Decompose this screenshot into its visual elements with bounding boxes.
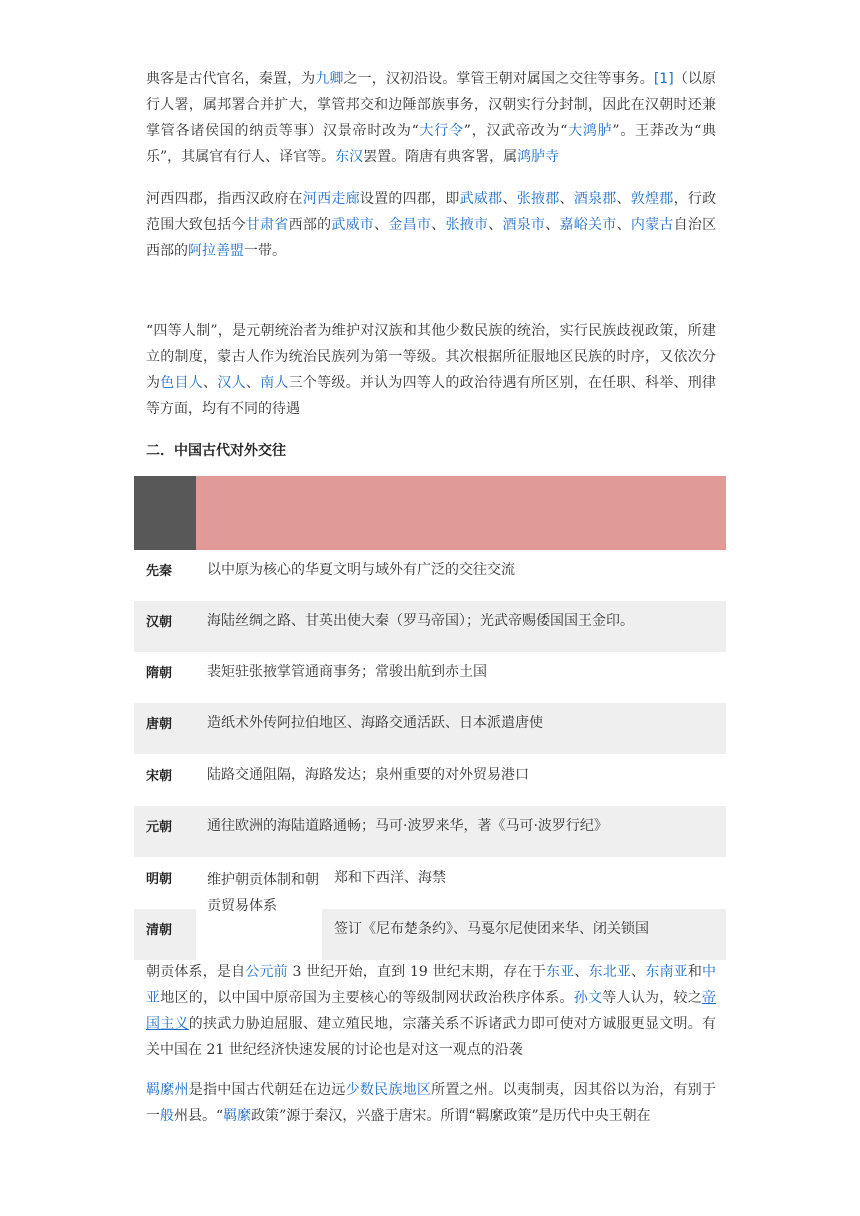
text-run: 河西四郡，指西汉政府在 bbox=[146, 191, 303, 207]
table-header bbox=[134, 476, 726, 550]
hyperlink[interactable]: 金昌市 bbox=[388, 217, 432, 233]
hyperlink[interactable]: 鸿胪寺 bbox=[517, 149, 560, 165]
text-run: 、 bbox=[631, 964, 646, 980]
era-label: 先秦 bbox=[146, 564, 173, 579]
era-description: 造纸术外传阿拉伯地区、海路交通活跃、日本派遣唐使 bbox=[207, 715, 543, 731]
table-row bbox=[134, 703, 726, 754]
text-run: 、 bbox=[374, 217, 389, 233]
text-run: 、 bbox=[431, 217, 446, 233]
era-label: 唐朝 bbox=[146, 717, 173, 732]
era-description: 郑和下西洋、海禁 bbox=[334, 870, 446, 886]
hyperlink[interactable]: 嘉峪关市 bbox=[559, 217, 617, 233]
text-run: 3 世纪开始，直到 19 世纪末期，存在于 bbox=[287, 964, 546, 980]
text-run: 、 bbox=[545, 217, 560, 233]
hyperlink[interactable]: 阿拉善盟 bbox=[188, 243, 244, 259]
text-run: 、 bbox=[203, 375, 218, 391]
era-description: 以中原为核心的华夏文明与域外有广泛的交往交流 bbox=[207, 562, 515, 578]
hyperlink[interactable]: 张掖郡 bbox=[516, 191, 560, 207]
hyperlink[interactable]: 孙文 bbox=[573, 990, 603, 1006]
hyperlink[interactable]: 甘肃省 bbox=[245, 217, 289, 233]
text-run: 等人认为，较之 bbox=[602, 990, 703, 1006]
era-description: 通往欧洲的海陆道路通畅；马可·波罗来华，著《马可·波罗行纪》 bbox=[207, 818, 608, 834]
text-run: 、 bbox=[559, 191, 574, 207]
text-run: ”。王莽改为“典乐”，其属官有行人、译官等。 bbox=[146, 123, 717, 165]
ming-qing-shared-cell bbox=[196, 858, 322, 960]
text-run: 三个等级。并认为四等人的政治待遇有所区别，在任职、科举、刑律等方面，均有不同的待遇 bbox=[146, 375, 717, 417]
hyperlink[interactable]: 东汉 bbox=[335, 149, 364, 165]
hyperlink[interactable]: 内蒙古 bbox=[630, 217, 674, 233]
hyperlink[interactable]: 公元前 bbox=[245, 964, 288, 980]
hyperlink[interactable]: 武威市 bbox=[331, 217, 375, 233]
hyperlink[interactable]: 九卿 bbox=[315, 71, 344, 87]
hyperlink[interactable]: 汉人 bbox=[217, 375, 246, 391]
era-label: 宋朝 bbox=[146, 769, 173, 784]
hyperlink[interactable]: 大鸿胪 bbox=[567, 123, 613, 139]
text-run: 地区的，以中国中原帝国为主要核心的等级制网状政治秩序体系。 bbox=[160, 990, 574, 1006]
hyperlink[interactable]: 张掖市 bbox=[445, 217, 489, 233]
table-row bbox=[134, 806, 726, 857]
table-row bbox=[134, 550, 726, 601]
hyperlink[interactable]: 羁縻州 bbox=[146, 1082, 189, 1098]
ming-qing-shared-text: 维护朝贡体制和朝贡贸易体系 bbox=[207, 872, 319, 914]
paragraph-four-class-system bbox=[146, 318, 716, 422]
text-run: 一带。 bbox=[244, 243, 286, 259]
era-description: 裴矩驻张掖掌管通商事务；常骏出航到赤土国 bbox=[207, 664, 487, 680]
hyperlink[interactable]: 帝国主义 bbox=[146, 990, 717, 1032]
text-run: 州县。“ bbox=[174, 1108, 224, 1124]
text-run: 西部的 bbox=[288, 217, 332, 233]
text-run: 朝贡体系，是自 bbox=[146, 964, 246, 980]
hyperlink[interactable]: 武威郡 bbox=[459, 191, 503, 207]
text-run: （以原行人署，属邦署合并扩大，掌管邦交和边陲部族事务，汉朝实行分封制，因此在汉朝时还兼掌管各诸侯国的纳贡等事）汉景帝时改为“ bbox=[146, 71, 717, 139]
citation-link[interactable]: [1] bbox=[653, 71, 674, 87]
hyperlink[interactable]: 色目人 bbox=[160, 375, 204, 391]
era-label: 明朝 bbox=[146, 872, 173, 887]
text-run: 的挟武力胁迫屈服、建立殖民地，宗藩关系不诉诸武力即可使对方诚服更显文明。有关中国在 21 世纪经济快速发展的讨论也是对这一观点的沿袭 bbox=[146, 1016, 717, 1058]
hyperlink[interactable]: 东亚 bbox=[545, 964, 575, 980]
section-title: 二．中国古代对外交往 bbox=[146, 443, 286, 459]
text-run: 所置之州。以夷制夷，因其俗以为治，有别于一 bbox=[146, 1082, 717, 1124]
text-run: ，行政范围大致包括今 bbox=[146, 191, 717, 233]
hyperlink[interactable]: 酒泉市 bbox=[502, 217, 546, 233]
hyperlink[interactable]: 般 bbox=[160, 1108, 174, 1124]
hyperlink[interactable]: 东南亚 bbox=[645, 964, 688, 980]
text-run: ”，汉武帝改为“ bbox=[463, 123, 568, 139]
era-label: 汉朝 bbox=[146, 615, 173, 630]
era-description: 签订《尼布楚条约》、马戛尔尼使团来华、闭关锁国 bbox=[334, 921, 649, 937]
text-run: 、 bbox=[502, 191, 517, 207]
table-row bbox=[134, 601, 726, 652]
paragraph-jimi-prefecture bbox=[146, 1077, 716, 1129]
text-run: 罢置。隋唐有典客署，属 bbox=[363, 149, 518, 165]
table-row bbox=[134, 755, 726, 806]
text-run: 自治区西部的 bbox=[146, 217, 717, 259]
era-description: 海陆丝绸之路、甘英出使大秦（罗马帝国）；光武帝赐倭国国王金印。 bbox=[207, 613, 634, 629]
table-row bbox=[134, 652, 726, 703]
hyperlink[interactable]: 南人 bbox=[260, 375, 289, 391]
hyperlink[interactable]: 酒泉郡 bbox=[573, 191, 617, 207]
hyperlink[interactable]: 大行令 bbox=[418, 123, 464, 139]
era-label: 清朝 bbox=[146, 923, 173, 938]
text-run: 、 bbox=[245, 375, 261, 391]
paragraph-dianke bbox=[146, 66, 716, 170]
hyperlink[interactable]: 敦煌郡 bbox=[630, 191, 674, 207]
text-run: 设置的四郡，即 bbox=[359, 191, 460, 207]
era-description: 陆路交通阻隔，海路发达；泉州重要的对外贸易港口 bbox=[207, 767, 529, 783]
text-run: 、 bbox=[488, 217, 503, 233]
table-header-desc-cell bbox=[196, 476, 726, 550]
hyperlink[interactable]: 中亚 bbox=[146, 964, 717, 1006]
text-run: 是指中国古代朝廷在边远 bbox=[188, 1082, 346, 1098]
hyperlink[interactable]: 少数民族地区 bbox=[345, 1082, 432, 1098]
text-run: 和 bbox=[687, 964, 703, 980]
text-run: 、 bbox=[616, 191, 631, 207]
text-run: 、 bbox=[574, 964, 589, 980]
era-label: 隋朝 bbox=[146, 666, 173, 681]
paragraph-tributary-system bbox=[146, 959, 716, 1063]
text-run: 政策”源于秦汉，兴盛于唐宋。所谓“羁縻政策”是历代中央王朝在 bbox=[251, 1108, 651, 1124]
paragraph-hexi-four-commanderies bbox=[146, 186, 716, 264]
era-label: 元朝 bbox=[146, 820, 173, 835]
hyperlink[interactable]: 羁縻 bbox=[223, 1108, 252, 1124]
hyperlink[interactable]: 河西走廊 bbox=[302, 191, 360, 207]
text-run: 、 bbox=[616, 217, 631, 233]
table-header-era-cell bbox=[134, 476, 196, 550]
hyperlink[interactable]: 东北亚 bbox=[588, 964, 632, 980]
text-run: “四等人制”，是元朝统治者为维护对汉族和其他少数民族的统治，实行民族歧视政策，所建立的制度，蒙古人作为统治民族列为第一等级。其次根据所征服地区民族的时序，又依次分为 bbox=[146, 323, 716, 391]
text-run: 典客是古代官名，秦置，为 bbox=[146, 71, 316, 87]
text-run: 之一，汉初沿设。掌管王朝对属国之交往等事务。 bbox=[343, 71, 654, 87]
